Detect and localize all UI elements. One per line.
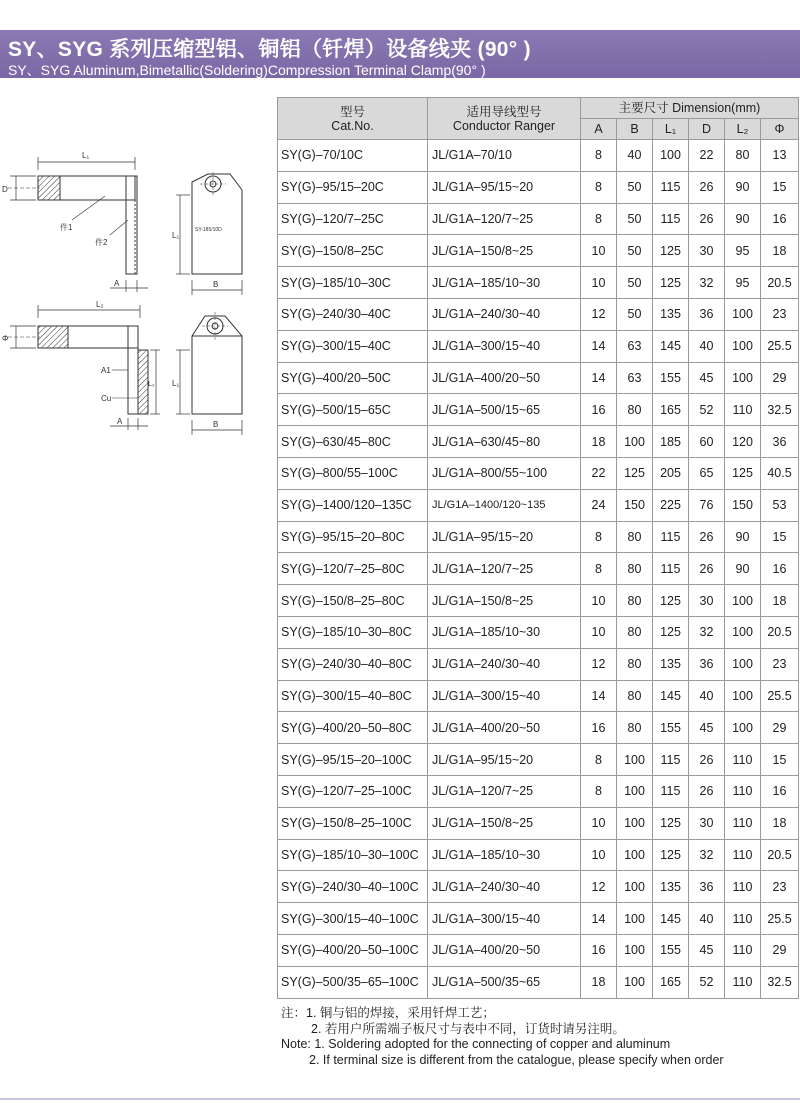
cell-l1: 125 [653, 616, 689, 648]
cell-l1: 115 [653, 521, 689, 553]
cell-b: 100 [617, 903, 653, 935]
cell-d: 26 [689, 775, 725, 807]
cell-l2: 100 [725, 712, 761, 744]
cell-phi: 20.5 [761, 839, 799, 871]
cell-phi: 20.5 [761, 267, 799, 299]
cell-conductor: JL/G1A–500/35~65 [428, 966, 581, 998]
cell-phi: 40.5 [761, 457, 799, 489]
table-row [278, 140, 799, 172]
table-row [278, 521, 799, 553]
cell-l1: 185 [653, 426, 689, 458]
col-header-phi: Φ [761, 119, 799, 140]
cell-a: 10 [581, 235, 617, 267]
cell-d: 32 [689, 267, 725, 299]
cell-phi: 18 [761, 585, 799, 617]
cell-l2: 110 [725, 744, 761, 776]
cell-b: 80 [617, 521, 653, 553]
cell-a: 8 [581, 140, 617, 172]
cell-a: 16 [581, 934, 617, 966]
cell-cat-no: SY(G)–120/7–25C [278, 203, 428, 235]
cell-conductor: JL/G1A–120/7~25 [428, 775, 581, 807]
cell-phi: 13 [761, 140, 799, 172]
cell-phi: 23 [761, 648, 799, 680]
cell-l2: 90 [725, 171, 761, 203]
cell-b: 100 [617, 807, 653, 839]
cell-conductor: JL/G1A–240/30~40 [428, 298, 581, 330]
cell-d: 30 [689, 235, 725, 267]
top-b-label: B [213, 280, 219, 289]
cell-phi: 16 [761, 553, 799, 585]
col-header-a: A [581, 119, 617, 140]
cell-phi: 20.5 [761, 616, 799, 648]
cell-d: 40 [689, 680, 725, 712]
cell-a: 8 [581, 521, 617, 553]
cell-conductor: JL/G1A–400/20~50 [428, 934, 581, 966]
cell-d: 30 [689, 585, 725, 617]
cell-l1: 125 [653, 585, 689, 617]
terminal-clamp-drawings [0, 140, 270, 440]
table-row [278, 553, 799, 585]
cell-b: 50 [617, 235, 653, 267]
cell-conductor: JL/G1A–300/15~40 [428, 680, 581, 712]
cell-d: 76 [689, 489, 725, 521]
cell-phi: 18 [761, 235, 799, 267]
cell-b: 80 [617, 553, 653, 585]
note-en-1: Note: 1. Soldering adopted for the connecting of copper and aluminum [281, 1037, 671, 1051]
cell-l2: 95 [725, 267, 761, 299]
top-l-label: L₁ [82, 151, 90, 160]
cell-b: 50 [617, 267, 653, 299]
cell-l2: 100 [725, 362, 761, 394]
col-header-model: 型号 Cat.No. [278, 98, 428, 140]
cell-l1: 115 [653, 553, 689, 585]
col-header-l2: L₂ [725, 119, 761, 140]
table-row [278, 330, 799, 362]
cell-conductor: JL/G1A–800/55~100 [428, 457, 581, 489]
cell-cat-no: SY(G)–185/10–30–100C [278, 839, 428, 871]
cell-b: 40 [617, 140, 653, 172]
cell-l2: 100 [725, 680, 761, 712]
cell-cat-no: SY(G)–630/45–80C [278, 426, 428, 458]
col-header-b: B [617, 119, 653, 140]
table-row [278, 744, 799, 776]
cell-l1: 165 [653, 966, 689, 998]
cell-l2: 90 [725, 203, 761, 235]
cell-l1: 125 [653, 235, 689, 267]
cell-phi: 53 [761, 489, 799, 521]
note-cn-1: 注：1. 铜与铝的焊接，采用钎焊工艺； [281, 1006, 495, 1020]
cell-a: 14 [581, 680, 617, 712]
cell-cat-no: SY(G)–240/30–40–100C [278, 871, 428, 903]
cell-b: 100 [617, 966, 653, 998]
cell-a: 18 [581, 966, 617, 998]
cell-l1: 225 [653, 489, 689, 521]
bottom-phi-label: Φ [2, 334, 9, 343]
cell-phi: 23 [761, 298, 799, 330]
cell-a: 14 [581, 362, 617, 394]
bottom-cu-label: Cu [101, 394, 112, 403]
cell-cat-no: SY(G)–800/55–100C [278, 457, 428, 489]
cell-phi: 32.5 [761, 394, 799, 426]
table-body [278, 140, 799, 999]
cell-phi: 15 [761, 744, 799, 776]
table-row [278, 648, 799, 680]
cell-a: 10 [581, 807, 617, 839]
table-row [278, 585, 799, 617]
cell-l2: 95 [725, 235, 761, 267]
table-row [278, 298, 799, 330]
table-row [278, 775, 799, 807]
cell-l1: 135 [653, 298, 689, 330]
cell-b: 50 [617, 203, 653, 235]
cell-conductor: JL/G1A–240/30~40 [428, 648, 581, 680]
bottom-front-view [176, 312, 242, 435]
cell-conductor: JL/G1A–630/45~80 [428, 426, 581, 458]
cell-d: 30 [689, 807, 725, 839]
bottom-al-label: A1 [101, 366, 111, 375]
cell-l1: 125 [653, 839, 689, 871]
cell-conductor: JL/G1A–95/15~20 [428, 744, 581, 776]
top-l1-label: L₁ [172, 231, 180, 240]
cell-l1: 155 [653, 934, 689, 966]
footer-divider [0, 1098, 800, 1100]
title-english: SY、SYG Aluminum,Bimetallic(Soldering)Compression Terminal Clamp(90° ) [8, 62, 486, 78]
cell-d: 52 [689, 966, 725, 998]
cell-a: 12 [581, 871, 617, 903]
cell-b: 80 [617, 585, 653, 617]
cell-l1: 205 [653, 457, 689, 489]
cell-d: 22 [689, 140, 725, 172]
table-row [278, 712, 799, 744]
cell-b: 150 [617, 489, 653, 521]
cell-phi: 25.5 [761, 903, 799, 935]
top-d-label: D [2, 185, 8, 194]
table-row [278, 171, 799, 203]
cell-phi: 16 [761, 775, 799, 807]
cell-l2: 100 [725, 298, 761, 330]
cell-b: 125 [617, 457, 653, 489]
cell-cat-no: SY(G)–150/8–25–80C [278, 585, 428, 617]
cell-a: 8 [581, 744, 617, 776]
cell-a: 18 [581, 426, 617, 458]
cell-l1: 115 [653, 775, 689, 807]
table-row [278, 871, 799, 903]
cell-phi: 23 [761, 871, 799, 903]
cell-d: 36 [689, 871, 725, 903]
cell-l2: 110 [725, 871, 761, 903]
cell-b: 63 [617, 362, 653, 394]
bottom-b-label: B [213, 420, 219, 429]
title-banner [0, 30, 800, 78]
cell-cat-no: SY(G)–95/15–20C [278, 171, 428, 203]
cell-cat-no: SY(G)–95/15–20–80C [278, 521, 428, 553]
cell-l2: 90 [725, 553, 761, 585]
cell-d: 52 [689, 394, 725, 426]
cell-conductor: JL/G1A–150/8~25 [428, 585, 581, 617]
cell-cat-no: SY(G)–240/30–40–80C [278, 648, 428, 680]
cell-cat-no: SY(G)–400/20–50–80C [278, 712, 428, 744]
cell-l1: 115 [653, 171, 689, 203]
cell-a: 10 [581, 267, 617, 299]
cell-conductor: JL/G1A–185/10~30 [428, 839, 581, 871]
cell-a: 16 [581, 394, 617, 426]
cell-b: 100 [617, 744, 653, 776]
cell-a: 16 [581, 712, 617, 744]
table-row [278, 839, 799, 871]
table-row [278, 807, 799, 839]
cell-d: 36 [689, 298, 725, 330]
cell-cat-no: SY(G)–400/20–50–100C [278, 934, 428, 966]
cell-l2: 125 [725, 457, 761, 489]
cell-l1: 135 [653, 871, 689, 903]
cell-d: 32 [689, 616, 725, 648]
cell-conductor: JL/G1A–95/15~20 [428, 521, 581, 553]
cell-l1: 155 [653, 362, 689, 394]
cell-l2: 100 [725, 648, 761, 680]
cell-conductor: JL/G1A–150/8~25 [428, 807, 581, 839]
cell-phi: 29 [761, 712, 799, 744]
table-row [278, 489, 799, 521]
cell-d: 26 [689, 521, 725, 553]
cell-conductor: JL/G1A–1400/120~135 [428, 489, 581, 521]
cell-d: 40 [689, 330, 725, 362]
cell-cat-no: SY(G)–300/15–40C [278, 330, 428, 362]
cell-l1: 145 [653, 330, 689, 362]
cell-phi: 25.5 [761, 330, 799, 362]
cell-b: 50 [617, 298, 653, 330]
cell-b: 80 [617, 712, 653, 744]
cell-b: 100 [617, 426, 653, 458]
cell-a: 10 [581, 839, 617, 871]
cell-cat-no: SY(G)–185/10–30–80C [278, 616, 428, 648]
cell-b: 80 [617, 394, 653, 426]
cell-l1: 135 [653, 648, 689, 680]
cell-a: 8 [581, 203, 617, 235]
top-part1-label: 件1 [60, 223, 73, 232]
cell-d: 60 [689, 426, 725, 458]
cell-d: 26 [689, 171, 725, 203]
cell-b: 100 [617, 775, 653, 807]
cell-l1: 115 [653, 203, 689, 235]
cell-l2: 110 [725, 775, 761, 807]
cell-d: 36 [689, 648, 725, 680]
cell-phi: 16 [761, 203, 799, 235]
cell-conductor: JL/G1A–300/15~40 [428, 903, 581, 935]
cell-conductor: JL/G1A–120/7~25 [428, 203, 581, 235]
cell-d: 45 [689, 934, 725, 966]
cell-a: 8 [581, 171, 617, 203]
cell-l1: 165 [653, 394, 689, 426]
cell-phi: 18 [761, 807, 799, 839]
table-row [278, 616, 799, 648]
cell-a: 14 [581, 903, 617, 935]
col-header-l1: L₁ [653, 119, 689, 140]
cell-l1: 115 [653, 744, 689, 776]
cell-conductor: JL/G1A–185/10~30 [428, 267, 581, 299]
cell-a: 10 [581, 585, 617, 617]
table-row [278, 235, 799, 267]
cell-cat-no: SY(G)–400/20–50C [278, 362, 428, 394]
cell-l1: 100 [653, 140, 689, 172]
cell-phi: 29 [761, 934, 799, 966]
note-en-2: 2. If terminal size is different from the catalogue, please specify when order [309, 1052, 724, 1067]
bottom-l2-label: L₂ [148, 381, 155, 388]
cell-b: 80 [617, 648, 653, 680]
cell-a: 14 [581, 330, 617, 362]
cell-conductor: JL/G1A–120/7~25 [428, 553, 581, 585]
cell-conductor: JL/G1A–150/8~25 [428, 235, 581, 267]
cell-l2: 100 [725, 330, 761, 362]
cell-cat-no: SY(G)–95/15–20–100C [278, 744, 428, 776]
cell-conductor: JL/G1A–400/20~50 [428, 362, 581, 394]
cell-a: 22 [581, 457, 617, 489]
cell-cat-no: SY(G)–300/15–40–80C [278, 680, 428, 712]
note-cn-2: 2. 若用户所需端子板尺寸与表中不同，订货时请另注明。 [311, 1021, 625, 1036]
cell-conductor: JL/G1A–500/15~65 [428, 394, 581, 426]
cell-d: 26 [689, 553, 725, 585]
cell-d: 45 [689, 362, 725, 394]
cell-cat-no: SY(G)–185/10–30C [278, 267, 428, 299]
cell-l2: 110 [725, 903, 761, 935]
cell-l2: 80 [725, 140, 761, 172]
col-header-conductor: 适用导线型号 Conductor Ranger [428, 98, 581, 140]
cell-a: 12 [581, 298, 617, 330]
cell-cat-no: SY(G)–1400/120–135C [278, 489, 428, 521]
cell-conductor: JL/G1A–300/15~40 [428, 330, 581, 362]
cell-l2: 120 [725, 426, 761, 458]
cell-d: 40 [689, 903, 725, 935]
bottom-side-view [8, 305, 160, 430]
cell-phi: 25.5 [761, 680, 799, 712]
cell-phi: 29 [761, 362, 799, 394]
cell-cat-no: SY(G)–150/8–25–100C [278, 807, 428, 839]
table-row [278, 934, 799, 966]
cell-b: 80 [617, 616, 653, 648]
cell-d: 45 [689, 712, 725, 744]
table-row [278, 903, 799, 935]
cell-b: 100 [617, 871, 653, 903]
cell-l2: 110 [725, 807, 761, 839]
top-part2-label: 件2 [95, 238, 108, 247]
bottom-l-label: L₂ [96, 300, 104, 309]
cell-b: 50 [617, 171, 653, 203]
cell-a: 12 [581, 648, 617, 680]
top-a-label: A [114, 279, 120, 288]
title-chinese: SY、SYG 系列压缩型铝、铜铝（钎焊）设备线夹 (90° ) [8, 38, 531, 61]
cell-phi: 15 [761, 521, 799, 553]
specification-table [277, 97, 799, 999]
cell-cat-no: SY(G)–500/35–65–100C [278, 966, 428, 998]
cell-l1: 145 [653, 903, 689, 935]
cell-l2: 100 [725, 616, 761, 648]
cell-phi: 36 [761, 426, 799, 458]
cell-b: 100 [617, 934, 653, 966]
table-row [278, 966, 799, 998]
cell-b: 80 [617, 680, 653, 712]
cell-cat-no: SY(G)–150/8–25C [278, 235, 428, 267]
cell-cat-no: SY(G)–120/7–25–100C [278, 775, 428, 807]
table-row [278, 362, 799, 394]
table-row [278, 267, 799, 299]
cell-conductor: JL/G1A–400/20~50 [428, 712, 581, 744]
cell-cat-no: SY(G)–70/10C [278, 140, 428, 172]
cell-a: 8 [581, 775, 617, 807]
cell-conductor: JL/G1A–185/10~30 [428, 616, 581, 648]
cell-b: 63 [617, 330, 653, 362]
top-side-view [8, 157, 148, 292]
cell-l2: 150 [725, 489, 761, 521]
cell-l1: 145 [653, 680, 689, 712]
cell-l2: 100 [725, 585, 761, 617]
cell-l2: 110 [725, 394, 761, 426]
cell-a: 10 [581, 616, 617, 648]
bottom-a-label: A [117, 417, 123, 426]
bottom-l1-label: L₁ [172, 379, 180, 388]
top-plate-text: SY-185/10D [195, 227, 222, 233]
top-front-view [176, 172, 242, 295]
table-row [278, 426, 799, 458]
cell-cat-no: SY(G)–240/30–40C [278, 298, 428, 330]
cell-b: 100 [617, 839, 653, 871]
notes [281, 1006, 724, 1068]
table-row [278, 203, 799, 235]
cell-l2: 110 [725, 934, 761, 966]
cell-l2: 90 [725, 521, 761, 553]
cell-cat-no: SY(G)–120/7–25–80C [278, 553, 428, 585]
cell-conductor: JL/G1A–240/30~40 [428, 871, 581, 903]
cell-l1: 125 [653, 267, 689, 299]
cell-l1: 155 [653, 712, 689, 744]
cell-a: 24 [581, 489, 617, 521]
cell-cat-no: SY(G)–300/15–40–100C [278, 903, 428, 935]
cell-a: 8 [581, 553, 617, 585]
cell-phi: 15 [761, 171, 799, 203]
cell-conductor: JL/G1A–70/10 [428, 140, 581, 172]
table-row [278, 457, 799, 489]
table-row [278, 394, 799, 426]
col-header-d: D [689, 119, 725, 140]
col-header-dimension: 主要尺寸 Dimension(mm) [581, 98, 799, 119]
cell-l2: 110 [725, 966, 761, 998]
cell-d: 65 [689, 457, 725, 489]
cell-l2: 110 [725, 839, 761, 871]
cell-cat-no: SY(G)–500/15–65C [278, 394, 428, 426]
table-row [278, 680, 799, 712]
cell-d: 26 [689, 744, 725, 776]
cell-phi: 32.5 [761, 966, 799, 998]
cell-d: 26 [689, 203, 725, 235]
cell-conductor: JL/G1A–95/15~20 [428, 171, 581, 203]
cell-l1: 125 [653, 807, 689, 839]
cell-d: 32 [689, 839, 725, 871]
